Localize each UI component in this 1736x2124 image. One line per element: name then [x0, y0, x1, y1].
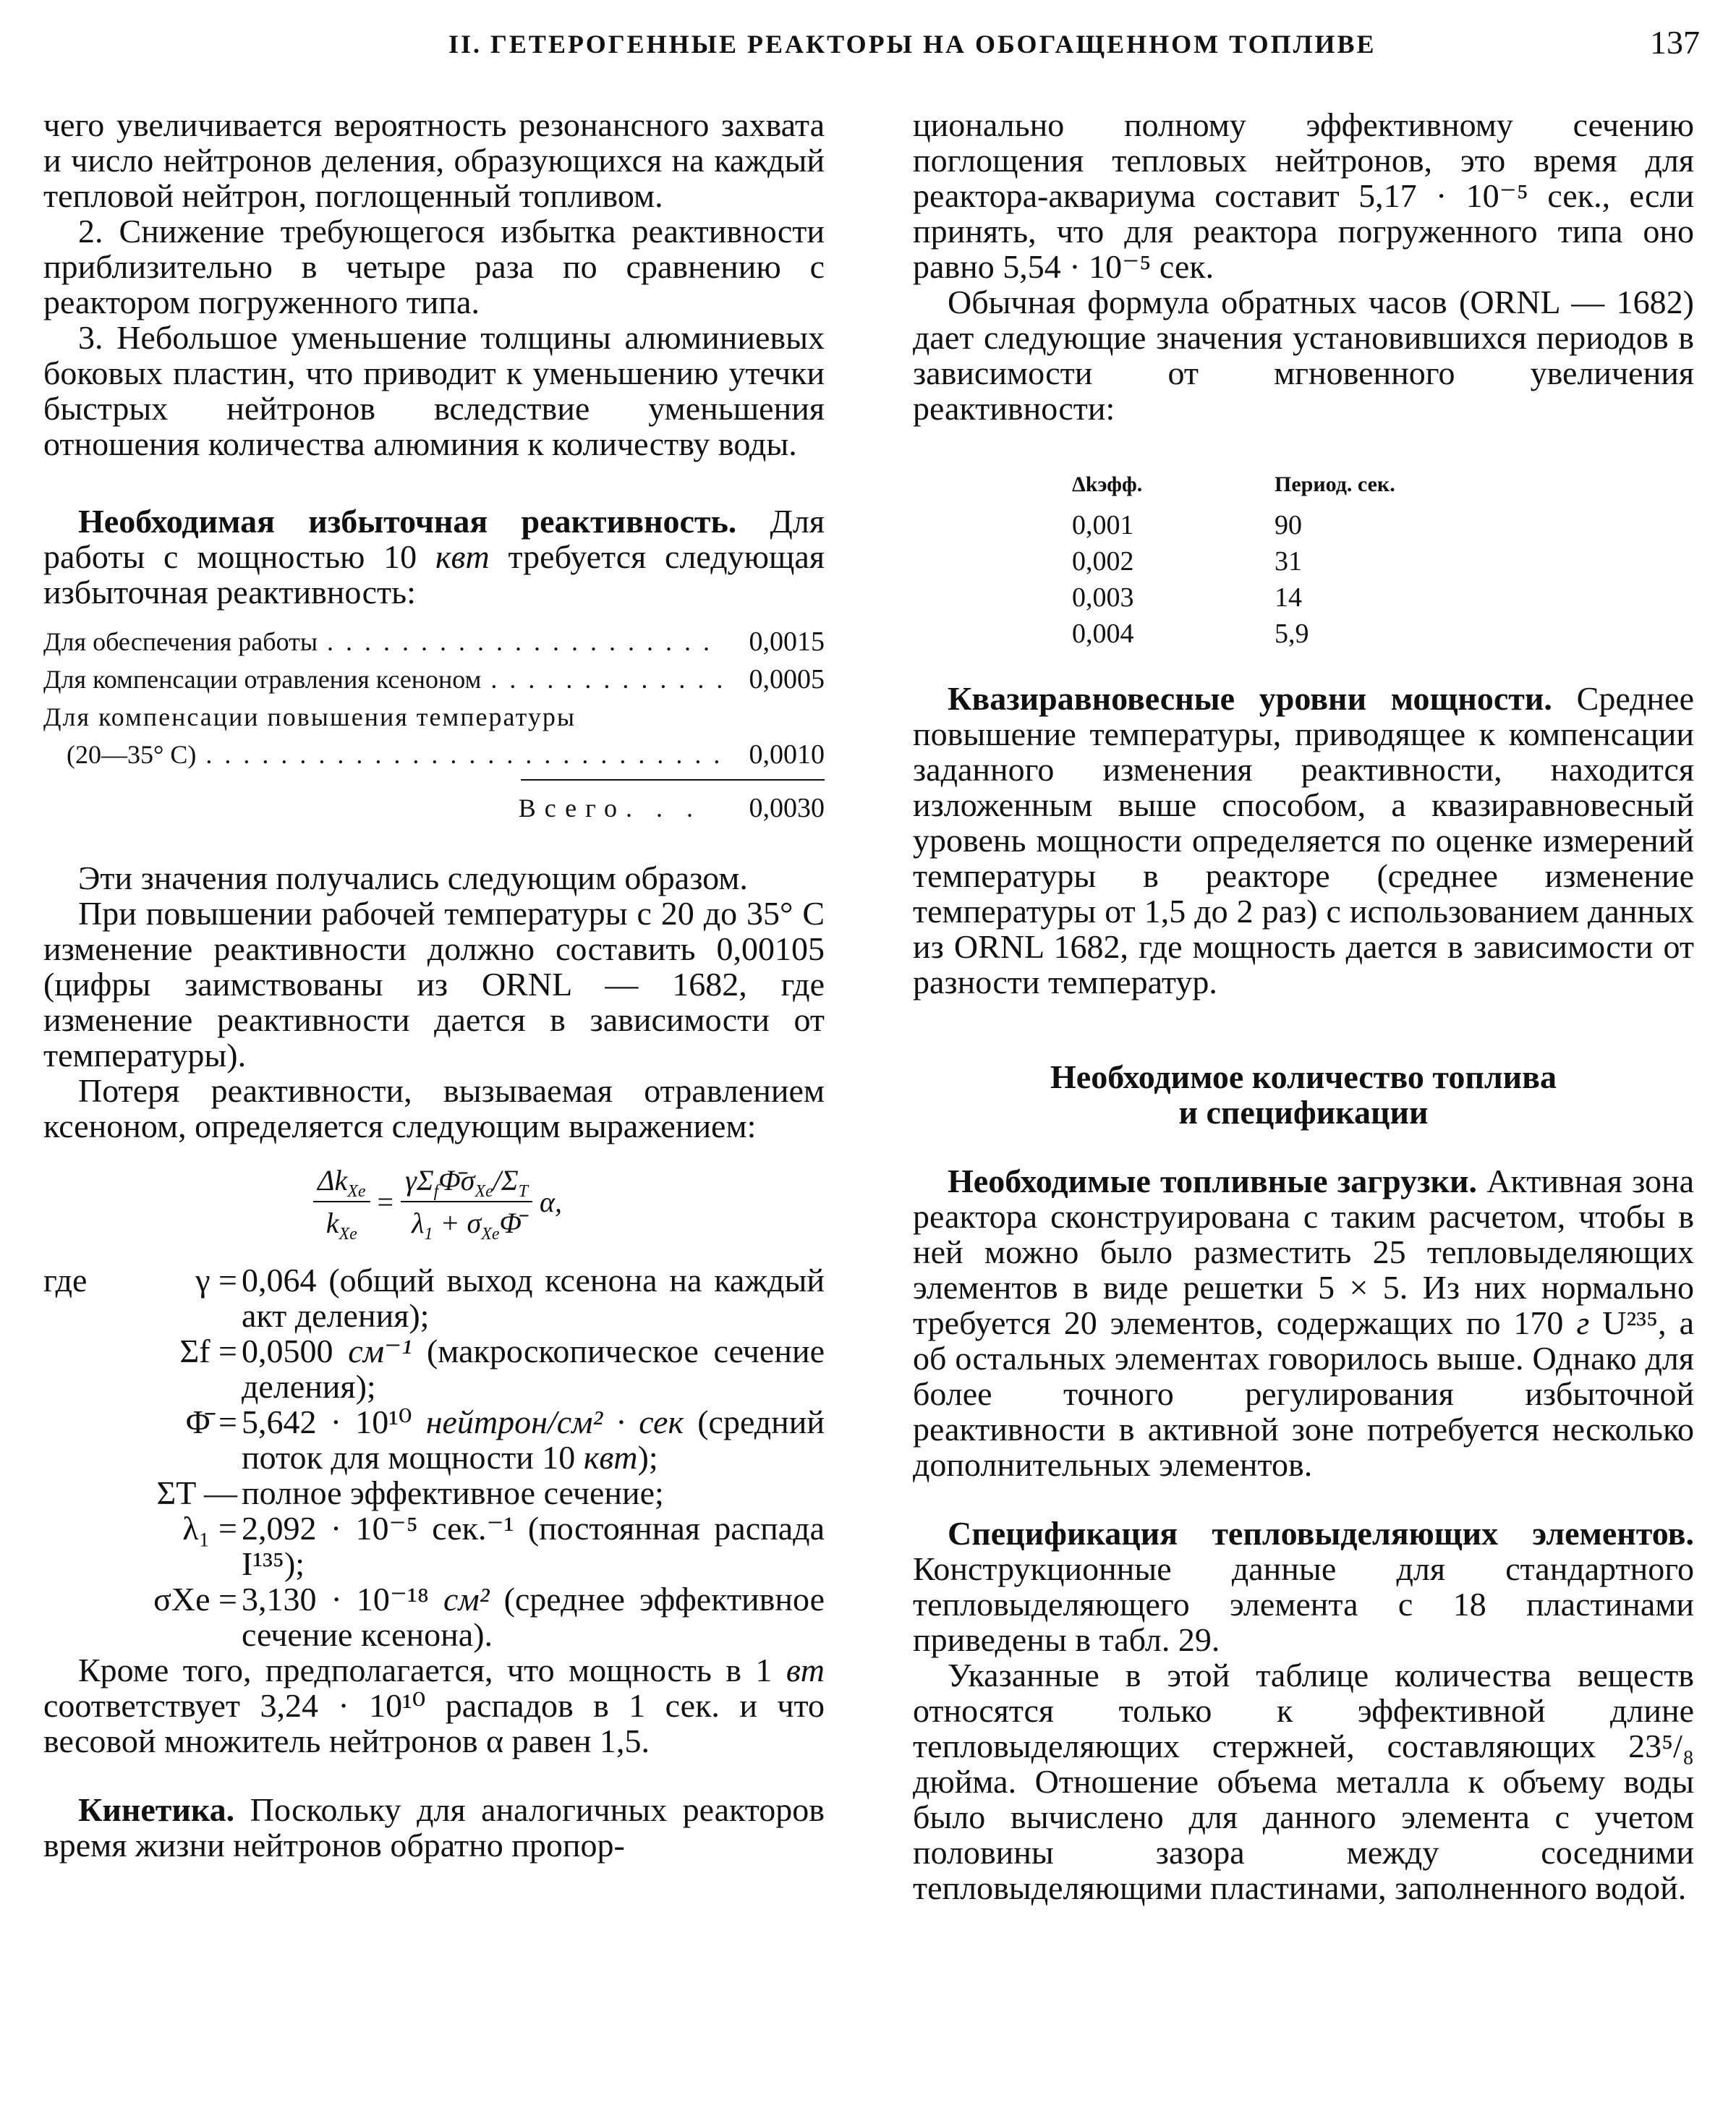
paragraph: 2. Снижение требующегося избытка реактивности приблизительно в четыре раза по сравнению с реактором погруженного типа. — [43, 213, 825, 320]
running-title: II. ГЕТЕРОГЕННЫЕ РЕАКТОРЫ НА ОБОГАЩЕННОМ ТОПЛИВЕ — [448, 30, 1377, 59]
run-in-heading: Квазиравновесные уровни мощности. — [948, 680, 1552, 717]
paragraph: 3. Небольшое уменьшение толщины алюминиевых боковых пластин, что приводит к уменьшению утечки быстрых нейтронов вследствие уменьшения отношения количества алюминия к количеству воды. — [43, 319, 825, 462]
run-in-heading: Необходимая избыточная реактивность. — [78, 503, 737, 540]
right-column — [913, 107, 1694, 1906]
definition-row: Σf = 0,0500 см⁻¹ (макроскопическое сечение деления); — [179, 1333, 825, 1405]
paragraph: Обычная формула обратных часов (ORNL — 1682) дает следующие значения установившихся периодов в зависимости от мгновенного увеличения реактивности: — [913, 284, 1694, 427]
list-row: Для обеспечения работы . . . 0,0015 — [43, 623, 825, 660]
run-in-heading: Необходимые топливные загрузки. — [948, 1163, 1478, 1199]
paragraph: При повышении рабочей температуры с 20 до 35° С изменение реактивности должно составить 0,00105 (цифры заимствованы из ORNL — 1682, где изменение реактивности дается в зависимости от температуры). — [43, 895, 825, 1074]
xenon-formula: $\frac{\Delta k_{Xe}}{k_{Xe}}$ = $\frac{\gamma\Sigma_f\Phī\sigma_{Xe}/\Sigma_T}{\lambda_1 + \sigma_{Xe}\Phī}$ α, — [43, 1163, 825, 1241]
table-row: 0,001 90 — [1072, 510, 1302, 540]
list-row: (20—35° С) . . . 0,0010 — [43, 736, 825, 773]
running-header — [0, 23, 1736, 67]
formula-rhs: $\frac{\gamma\Sigma_f\Phī\sigma_{Xe}/\Sigma_T}{\lambda_1 + \sigma_{Xe}\Phī}$ — [401, 1163, 532, 1241]
list-total: Всего. . . 0,0030 — [518, 793, 825, 823]
paragraph-fuel: Необходимые топливные загрузки. Активная зона реактора сконструирована с таким расчетом, чтобы в ней можно было разместить 25 тепловыделяющих элементов в виде решетки 5 × 5. Из них нормально требуется 20 элементов, содержащих по 170 г U²³⁵, а об остальных элементах говорилось выше. Однако для более точного регулирования избыточной реактивности в активной зоне потребуется несколько дополнительных элементов. — [913, 1163, 1695, 1483]
run-in-heading: Спецификация тепловыделяющих элементов. — [948, 1515, 1694, 1552]
table-row: 0,004 5,9 — [1072, 619, 1309, 649]
table-header: Δkэфф. Период. сек. — [1072, 472, 1395, 496]
paragraph: Потеря реактивности, вызываемая отравлением ксеноном, определяется следующим выражением: — [43, 1072, 825, 1144]
definition-row: σXe = 3,130 · 10⁻¹⁸ см² (среднее эффективное сечение ксенона). — [153, 1581, 825, 1653]
paragraph: Кроме того, предполагается, что мощность в 1 вт соответствует 3,24 · 10¹⁰ распадов в 1 сек. и что весовой множитель нейтронов α равен 1,5. — [43, 1652, 825, 1759]
run-in-heading: Кинетика. — [78, 1791, 235, 1828]
formula-definitions — [43, 1262, 825, 1652]
paragraph-spec: Спецификация тепловыделяющих элементов. Конструкционные данные для стандартного тепловыделяющего элемента с 18 пластинами приведены в табл. 29. — [913, 1515, 1694, 1658]
paragraph: ционально полному эффективному сечению поглощения тепловых нейтронов, это время для реактора-аквариума составит 5,17 · 10⁻⁵ сек., если принять, что для реактора погруженного типа оно равно 5,54 · 10⁻⁵ сек. — [913, 106, 1694, 285]
table-row: 0,002 31 — [1072, 546, 1302, 577]
definition-row: Φ̄ = 5,642 · 10¹⁰ нейтрон/см² · сек (средний поток для мощности 10 квт); — [185, 1403, 825, 1476]
formula-lhs: $\frac{\Delta k_{Xe}}{k_{Xe}}$ — [313, 1163, 370, 1241]
sum-rule — [521, 779, 825, 781]
left-column — [43, 107, 825, 1863]
definition-row: λ₁ = 2,092 · 10⁻⁵ сек.⁻¹ (постоянная распада I¹³⁵); — [182, 1510, 825, 1582]
paragraph-kinetics: Кинетика. Поскольку для аналогичных реакторов время жизни нейтронов обратно пропор- — [43, 1791, 825, 1864]
section-title: Необходимое количество топлива и спецификации — [1050, 1058, 1557, 1131]
table-row: 0,003 14 — [1072, 582, 1302, 613]
paragraph-excess-reactivity: Необходимая избыточная реактивность. Для работы с мощностью 10 квт требуется следующая избыточная реактивность: — [43, 503, 825, 611]
paragraph: чего увеличивается вероятность резонансного захвата и число нейтронов деления, образующихся на каждый тепловой нейтрон, поглощенный топливом. — [43, 106, 825, 214]
period-table — [1072, 467, 1477, 652]
list-row: Для компенсации отравления ксеноном . . . 0,0005 — [43, 660, 825, 698]
paragraph: Указанные в этой таблице количества веществ относятся только к эффективной длине тепловыделяющих стержней, составляющих 23⁵/₈ дюйма. Отношение объема металла к объему воды было вычислено для данного элемента с учетом половины зазора между соседними тепловыделяющими пластинами, заполненного водой. — [913, 1657, 1694, 1906]
paragraph: Эти значения получались следующим образом. — [78, 859, 748, 896]
definition-row: ΣT — полное эффективное сечение; — [156, 1474, 664, 1511]
reactivity-list — [43, 623, 825, 827]
definition-row: где γ = 0,064 (общий выход ксенона на каждый акт деления); — [43, 1262, 825, 1334]
list-row: Для компенсации повышения температуры — [43, 702, 576, 731]
page-number: 137 — [1650, 24, 1700, 61]
paragraph-quasi: Квазиравновесные уровни мощности. Среднее повышение температуры, приводящее к компенсации заданного изменения реактивности, находится изложенным выше способом, а квазиравновесный уровень мощности определяется по оценке измерений температуры в реакторе (среднее изменение температуры от 1,5 до 2 раз) с использованием данных из ORNL 1682, где мощность дается в зависимости от разности температур. — [913, 680, 1694, 1001]
